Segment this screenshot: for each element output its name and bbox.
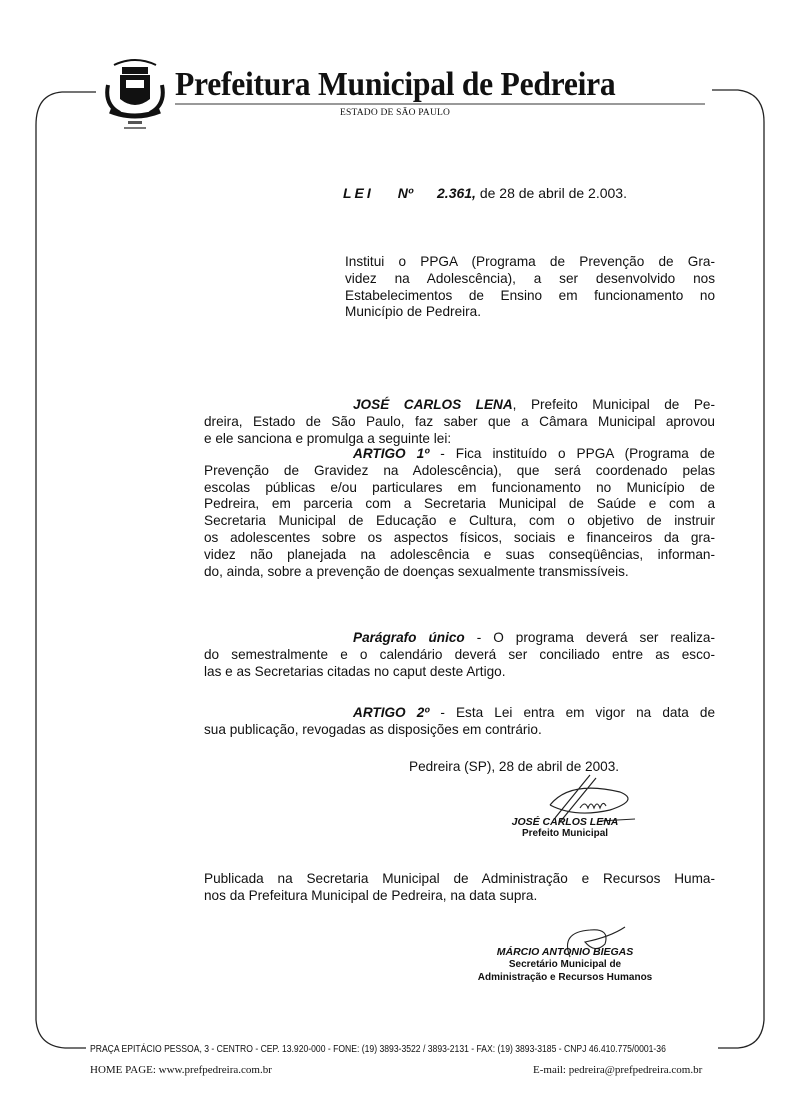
preamble xyxy=(204,397,715,447)
article-line: sua publicação, revogadas as disposições em contrário. xyxy=(204,721,542,737)
secretary-signature-name: MÁRCIO ANTONIO BIEGAS xyxy=(496,946,634,958)
preamble-line: dreira, Estado de São Paulo, faz saber que a Câmara Municipal aprovou xyxy=(204,413,715,429)
sole-paragraph xyxy=(204,630,715,680)
preamble-line: , Prefeito Municipal de Pe- xyxy=(512,397,715,412)
article-2 xyxy=(204,705,715,739)
article-line: do, ainda, sobre a prevenção de doenças sexualmente transmissíveis. xyxy=(204,563,629,579)
article-line: videz não planejada na adolescência e suas conseqüências, informan- xyxy=(204,546,715,562)
article-line: - Fica instituído o PPGA (Programa de xyxy=(429,446,715,461)
secretary-signature-block xyxy=(450,945,680,985)
article-1 xyxy=(204,446,715,580)
article-1-label: ARTIGO 1º xyxy=(353,446,430,461)
place-date: Pedreira (SP), 28 de abril de 2003. xyxy=(409,759,620,774)
state-subtitle: ESTADO DE SÃO PAULO xyxy=(340,108,451,118)
sole-paragraph-label: Parágrafo único xyxy=(353,630,465,645)
preamble-line: e ele sanciona e promulga a seguinte lei: xyxy=(204,430,452,446)
mayor-signature-block xyxy=(480,815,650,841)
article-line: Prevenção de Gravidez na Adolescência), que será coordenado pelas xyxy=(204,462,715,478)
mayor-name: JOSÉ CARLOS LENA xyxy=(353,397,513,412)
article-2-label: ARTIGO 2º xyxy=(353,705,430,720)
footer-address: PRAÇA EPITÁCIO PESSOA, 3 - CENTRO - CEP. 13.920-000 - FONE: (19) 3893-3522 / 3893-2131 - FAX: (19) 3893-3185 - CNPJ 46.410.775/0001-36 xyxy=(90,1044,666,1055)
law-heading xyxy=(343,185,627,201)
article-line: Pedreira, em parceria com a Secretaria Municipal de Saúde e com a xyxy=(204,496,715,512)
article-line: Secretaria Municipal de Educação e Cultura, com o objetivo de instruir xyxy=(204,513,715,529)
ementa-line: videz na Adolescência), a ser desenvolvido nos xyxy=(345,270,715,286)
publication-note xyxy=(204,871,715,905)
footer-email: E-mail: pedreira@prefpedreira.com.br xyxy=(533,1064,703,1076)
mayor-signature-name: JOSÉ CARLOS LENA xyxy=(511,816,619,828)
article-line: os adolescentes sobre os aspectos físicos, sociais e financeiros da gra- xyxy=(204,529,715,545)
mayor-signature-role: Prefeito Municipal xyxy=(521,828,609,839)
ementa-line: Institui o PPGA (Programa de Prevenção de Gra- xyxy=(345,254,715,269)
article-line: escolas públicas e/ou particulares em funcionamento no Município de xyxy=(204,479,715,495)
law-prefix: LEI xyxy=(343,185,374,201)
coat-of-arms-logo xyxy=(100,55,170,135)
secretary-signature-role: Secretário Municipal de xyxy=(508,959,622,970)
ementa-line: Município de Pedreira. xyxy=(345,304,482,320)
paragraph-line: - O programa deverá ser realiza- xyxy=(464,630,715,645)
paragraph-line: do semestralmente e o calendário deverá ser conciliado entre as esco- xyxy=(204,646,715,662)
institution-title: Prefeitura Municipal de Pedreira xyxy=(175,66,616,103)
publication-line: nos da Prefeitura Municipal de Pedreira, na data supra. xyxy=(204,887,538,903)
article-line: - Esta Lei entra em vigor na data de xyxy=(429,705,716,720)
publication-line: Publicada na Secretaria Municipal de Administração e Recursos Huma- xyxy=(204,871,715,886)
law-number-label: Nº xyxy=(397,185,414,201)
footer-homepage: HOME PAGE: www.prefpedreira.com.br xyxy=(90,1064,272,1076)
ementa-line: Estabelecimentos de Ensino em funcionamento no xyxy=(345,287,715,303)
secretary-signature-department: Administração e Recursos Humanos xyxy=(477,972,653,983)
ementa xyxy=(345,254,715,321)
paragraph-line: las e as Secretarias citadas no caput deste Artigo. xyxy=(204,663,506,679)
law-date: de 28 de abril de 2.003. xyxy=(475,185,627,201)
law-number: 2.361, xyxy=(437,185,476,201)
